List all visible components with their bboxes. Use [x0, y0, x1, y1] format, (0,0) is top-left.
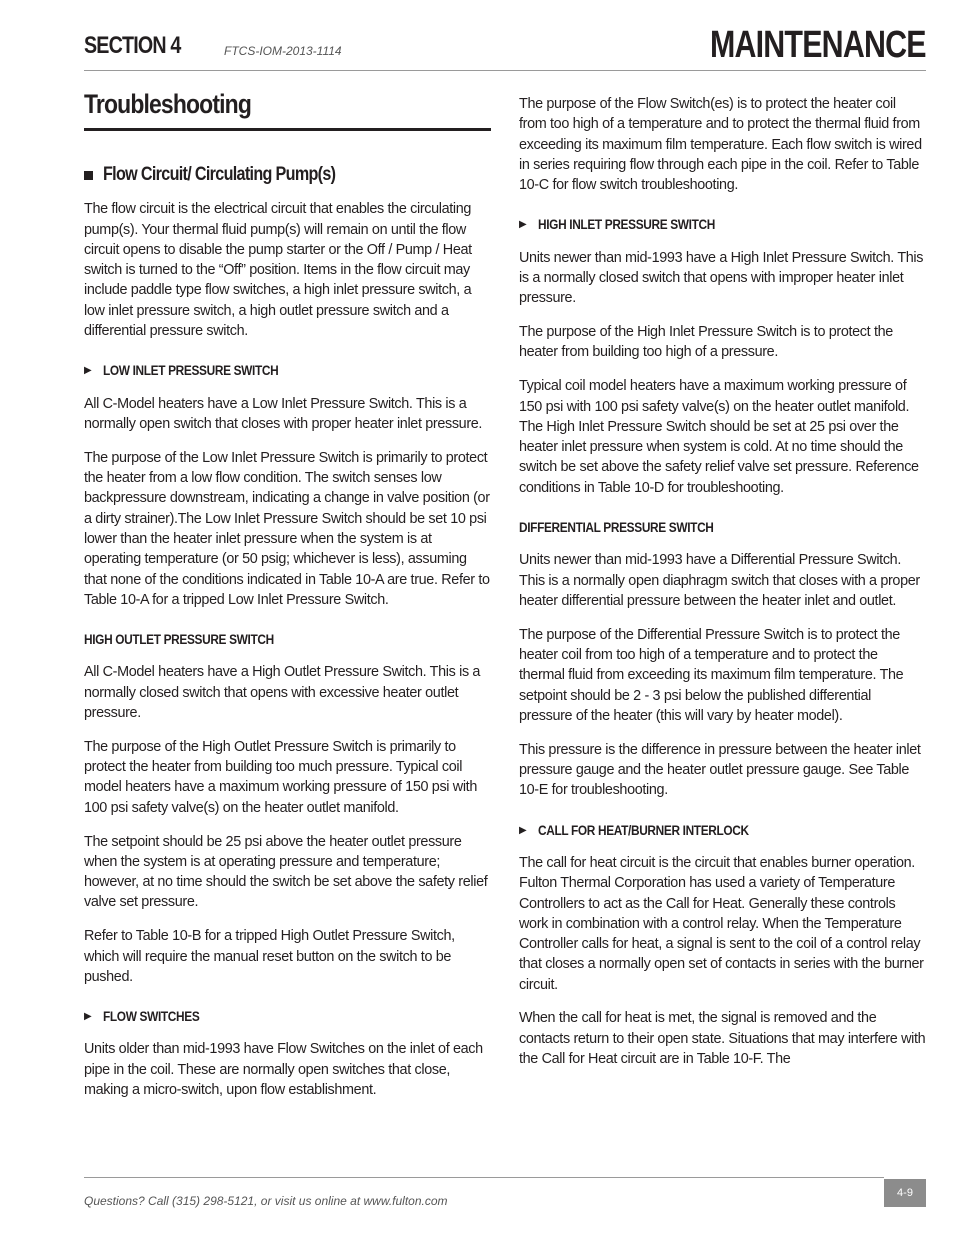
document-code: FTCS-IOM-2013-1114: [224, 44, 342, 58]
triangle-right-icon: ▶: [519, 824, 527, 836]
square-bullet-icon: [84, 171, 93, 180]
paragraph: Units newer than mid-1993 have a Differential Pressure Switch. This is a normally open diaphragm switch that closes with a proper heater differential pressure between the heater inlet and outlet.: [519, 552, 920, 609]
paragraph: The purpose of the High Outlet Pressure Switch is primarily to protect the heater from building too much pressure. Typical coil model heaters have a maximum working pressure of 150 psi with 100 psi safety valve(s) on the heater outlet manifold.: [84, 738, 477, 816]
page-title: Troubleshooting: [84, 89, 252, 119]
flow-circuit-intro: The flow circuit is the electrical circuit that enables the circulating pump(s). Your thermal fluid pump(s) will remain on until the flow circuit opens to disable the pump starter or the Off / Pump / Heat switch is turned to the “Off” position. Items in the flow circuit may include paddle type flow switches, a high inlet pressure switch, a low inlet pressure switch, a high outlet pressure switch and a differential pressure switch.: [84, 201, 472, 340]
paragraph: The purpose of the Flow Switch(es) is to protect the heater coil from too high of a temperature and to protect the thermal fluid from exceeding its maximum film temperature. Each flow switch is wired in series requiring flow through each pipe in the coil. Refer to Table 10-C for flow switch troubleshooting.: [519, 96, 922, 194]
footer-rule: [84, 1177, 884, 1178]
triangle-right-icon: ▶: [519, 219, 527, 231]
paragraph: Refer to Table 10-B for a tripped High Outlet Pressure Switch, which will require the manual reset button on the switch to be pushed.: [84, 928, 455, 985]
paragraph: All C-Model heaters have a High Outlet Pressure Switch. This is a normally closed switch that opens with excessive heater outlet pressure.: [84, 664, 481, 722]
high-outlet-heading: HIGH OUTLET PRESSURE SWITCH: [84, 632, 274, 648]
paragraph: The purpose of the High Inlet Pressure Switch is to protect the heater from building too high of a pressure.: [519, 324, 893, 361]
call-for-heat-heading: ▶ CALL FOR HEAT/BURNER INTERLOCK: [519, 821, 926, 841]
paragraph: All C-Model heaters have a Low Inlet Pressure Switch. This is a normally open switch that closes with proper heater inlet pressure.: [84, 395, 483, 432]
right-column: [519, 94, 926, 1083]
chapter-title: MAINTENANCE: [710, 24, 926, 66]
title-rule: [84, 128, 491, 131]
low-inlet-heading: ▶ LOW INLET PRESSURE SWITCH: [84, 361, 491, 381]
differential-heading: DIFFERENTIAL PRESSURE SWITCH: [519, 520, 714, 536]
flow-switches-heading: ▶ FLOW SWITCHES: [84, 1007, 491, 1027]
paragraph: The setpoint should be 25 psi above the heater outlet pressure when the system is at operating pressure and temperature; however, at no time should the switch be set above the safety relief valve set pressure.: [84, 833, 488, 911]
section-label: SECTION 4: [84, 32, 181, 59]
left-column: [84, 89, 491, 1114]
paragraph: The purpose of the Differential Pressure Switch is to protect the heater coil from too high of a temperature and to protect the thermal fluid from exceeding its maximum film temperature. The setpoint should be 2 - 3 psi below the published differential pressure of the heater (this will vary by heater model).: [519, 626, 904, 724]
paragraph: This pressure is the difference in pressure between the heater inlet pressure gauge and the heater outlet pressure gauge. See Table 10-E for troubleshooting.: [519, 741, 921, 799]
triangle-right-icon: ▶: [84, 1011, 92, 1023]
page-header: [84, 26, 926, 71]
paragraph: When the call for heat is met, the signal is removed and the contacts return to their open state. Situations that may interfere with the Call for Heat circuit are in Table 10-F. The: [519, 1010, 926, 1068]
paragraph: The call for heat circuit is the circuit that enables burner operation. Fulton Thermal Corporation has used a variety of Temperature Controllers to act as the Call for Heat. Generally these controls work in combination with a control relay. When the Temperature Controller calls for heat, a signal is sent to the coil of a control relay that closes a normally open set of contacts in series with the burner circuit.: [519, 854, 924, 993]
page-number: 4-9: [884, 1179, 926, 1207]
subsection-heading: Flow Circuit/ Circulating Pump(s): [84, 165, 491, 185]
paragraph: Typical coil model heaters have a maximum working pressure of 150 psi with 100 psi safety valve(s) on the heater outlet manifold. The High Inlet Pressure Switch should be set at 25 psi over the heater inlet pressure when system is cold. At no time should the switch be set above the safety relief valve set pressure. Reference conditions in Table 10-D for troubleshooting.: [519, 378, 919, 496]
paragraph: The purpose of the Low Inlet Pressure Switch is primarily to protect the heater from a low flow condition. The switch senses low backpressure downstream, indicating a change in valve position (or a dirty strainer).The Low Inlet Pressure Switch should be set 10 psi lower than the heater inlet pressure when the system is at operating temperature (or 50 psig; whichever is less), assuming that none of the conditions indicated in Table 10-A are true. Refer to Table 10-A for a tripped Low Inlet Pressure Switch.: [84, 449, 490, 608]
paragraph: Units newer than mid-1993 have a High Inlet Pressure Switch. This is a normally closed switch that opens with improper heater inlet pressure.: [519, 249, 924, 307]
paragraph: Units older than mid-1993 have Flow Switches on the inlet of each pipe in the coil. These are normally open switches that close, making a micro-switch, upon flow establishment.: [84, 1041, 483, 1098]
triangle-right-icon: ▶: [84, 365, 92, 377]
footer-contact: Questions? Call (315) 298-5121, or visit us online at www.fulton.com: [84, 1194, 448, 1208]
high-inlet-heading: ▶ HIGH INLET PRESSURE SWITCH: [519, 215, 926, 235]
